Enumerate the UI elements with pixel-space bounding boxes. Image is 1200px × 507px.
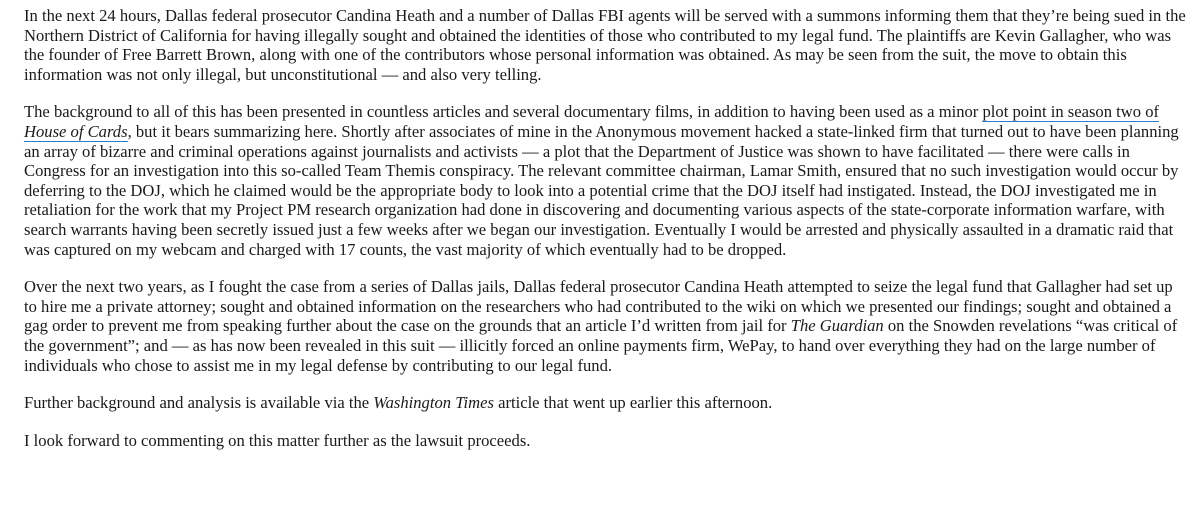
paragraph-5-text: I look forward to commenting on this matter further as the lawsuit proceeds. bbox=[24, 430, 531, 450]
paragraph-2-text-end: , but it bears summarizing here. Shortly after associates of mine in the Anonymous movement hacked a state-linked firm that turned out to have been planning an array of bizarre and criminal operations against journalists and activists — a plot that the Department of Justice was shown to have facilitated — there were calls in Congress for an investigation into this so-called Team Themis conspiracy. The relevant committee chairman, Lamar Smith, ensured that no such investigation would occur by deferring to the DOJ, which he claimed would be the appropriate body to look into a potential crime that the DOJ itself had instigated. Instead, the DOJ investigated me in retaliation for the work that my Project PM research organization had done in discovering and documenting various aspects of the state-corporate information warfare, with search warrants having been secretly issued just a few weeks after we began our investigation. Eventually I would be arrested and physically assaulted in a dramatic raid that was captured on my webcam and charged with 17 counts, the vast majority of which eventually had to be dropped. bbox=[24, 121, 1179, 259]
paragraph-4 bbox=[24, 393, 1186, 413]
link-text: plot point in season two of bbox=[982, 102, 1160, 122]
paragraph-3-text-start: Over the next two years, as I fought the case from a series of Dallas jails, Dallas federal prosecutor Candina Heath attempted to seize the legal fund that Gallagher had set up to hire me a private attorney; sought and obtained information on the researchers who had contributed to the wiki on which we presented our findings; sought and obtained a gag order to prevent me from speaking further about the case on the grounds that an article I’d written from jail for bbox=[24, 277, 1173, 336]
paragraph-5 bbox=[24, 431, 1186, 451]
paragraph-3 bbox=[24, 277, 1186, 375]
paragraph-2 bbox=[24, 102, 1186, 259]
paragraph-4-text-start: Further background and analysis is available via the bbox=[24, 393, 374, 413]
paragraph-1 bbox=[24, 6, 1186, 84]
paragraph-3-text-end: on the Snowden revelations “was critical of the government”; and — as has now been revealed in this suit — illicitly forced an online payments firm, WePay, to hand over everything they had on the large number of individuals who chose to assist me in my legal defense by contributing to our legal fund. bbox=[24, 316, 1178, 375]
washington-times-title: Washington Times bbox=[373, 393, 494, 413]
paragraph-2-text-start: The background to all of this has been presented in countless articles and several documentary films, in addition to having been used as a minor bbox=[24, 102, 983, 122]
link-italic-title: House of Cards bbox=[24, 121, 128, 141]
paragraph-4-text-end: article that went up earlier this afternoon. bbox=[493, 393, 773, 413]
paragraph-1-text: In the next 24 hours, Dallas federal prosecutor Candina Heath and a number of Dallas FBI agents will be served with a summons informing them that they’re being sued in the Northern District of California for having illegally sought and obtained the identities of those who contributed to my legal fund. The plaintiffs are Kevin Gallagher, who was the founder of Free Barrett Brown, along with one of the contributors whose personal information was obtained. As may be seen from the suit, the move to obtain this information was not only illegal, but unconstitutional — and also very telling. bbox=[24, 6, 1186, 84]
the-guardian-title: The Guardian bbox=[790, 316, 884, 336]
